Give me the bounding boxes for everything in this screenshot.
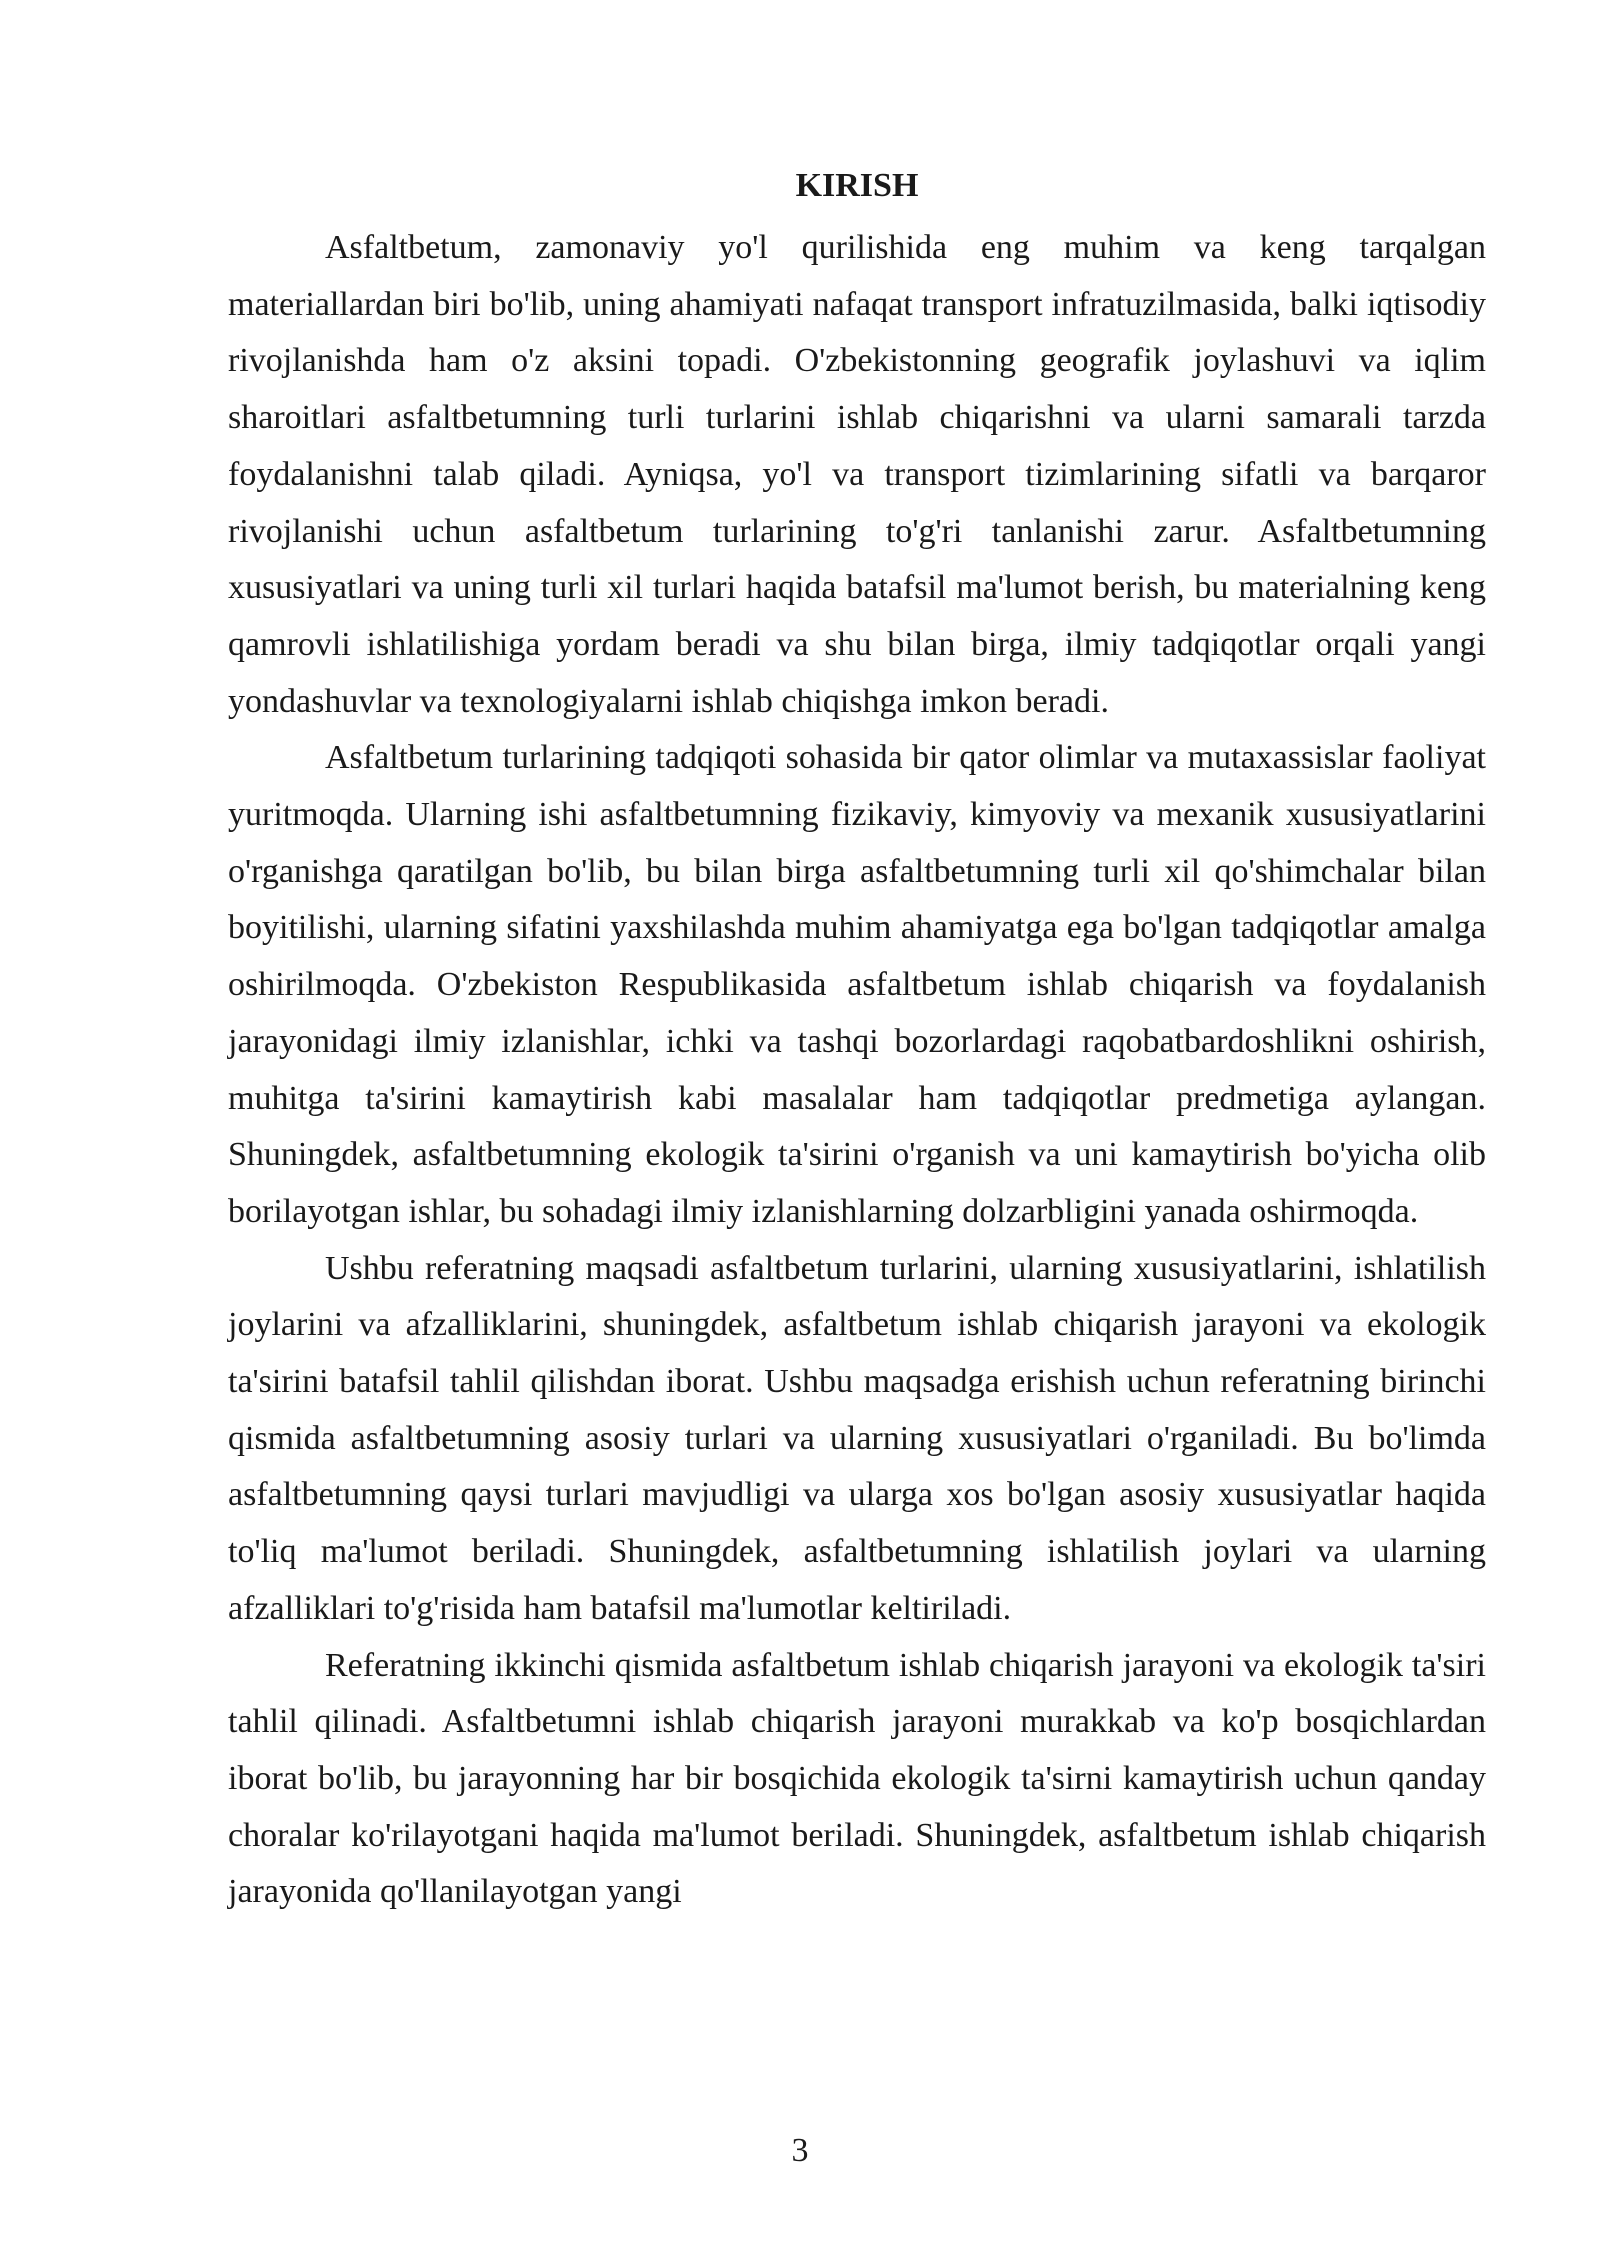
section-title: KIRISH [795,167,919,204]
paragraph-2: Asfaltbetum turlarining tadqiqoti sohasida bir qator olimlar va mutaxassislar faoliyat yuritmoqda. Ularning ishi asfaltbetumning fizikaviy, kimyoviy va mexanik xususiyatlarini o'rganishga qaratilgan bo'lib, bu bilan birga asfaltbetumning turli xil qo'shimchalar bilan boyitilishi, ularning sifatini yaxshilashda muhim ahamiyatga ega bo'lgan tadqiqotlar amalga oshirilmoqda. O'zbekiston Respublikasida asfaltbetum ishlab chiqarish va foydalanish jarayonidagi ilmiy izlanishlar, ichki va tashqi bozorlardagi raqobatbardoshlikni oshirish, muhitga ta'sirini kamaytirish kabi masalalar ham tadqiqotlar predmetiga aylangan. Shuningdek, asfaltbetumning ekologik ta'sirini o'rganish va uni kamaytirish bo'yicha olib borilayotgan ishlar, bu sohadagi ilmiy izlanishlarning dolzarbligini yanada oshirmoqda. [228,739,1486,1230]
paragraph-1: Asfaltbetum, zamonaviy yo'l qurilishida eng muhim va keng tarqalgan materiallardan biri bo'lib, uning ahamiyati nafaqat transport infratuzilmasida, balki iqtisodiy rivojlanishda ham o'z aksini topadi. O'zbekistonning geografik joylashuvi va iqlim sharoitlari asfaltbetumning turli turlarini ishlab chiqarishni va ularni samarali tarzda foydalanishni talab qiladi. Ayniqsa, yo'l va transport tizimlarining sifatli va barqaror rivojlanishi uchun asfaltbetum turlarining to'g'ri tanlanishi zarur. Asfaltbetumning xususiyatlari va uning turli xil turlari haqida batafsil ma'lumot berish, bu materialning keng qamrovli ishlatilishiga yordam beradi va shu bilan birga, ilmiy tadqiqotlar orqali yangi yondashuvlar va texnologiyalarni ishlab chiqishga imkon beradi. [228,229,1486,720]
page-number: 3 [791,2132,809,2169]
paragraph-4: Referatning ikkinchi qismida asfaltbetum ishlab chiqarish jarayoni va ekologik ta'siri tahlil qilinadi. Asfaltbetumni ishlab chiqarish jarayoni murakkab va ko'p bosqichlardan iborat bo'lib, bu jarayonning har bir bosqichida ekologik ta'sirni kamaytirish uchun qanday choralar ko'rilayotgani haqida ma'lumot beriladi. Shuningdek, asfaltbetum ishlab chiqarish jarayonida qo'llanilayotgan yangi [228,1646,1486,1911]
paragraph-3: Ushbu referatning maqsadi asfaltbetum turlarini, ularning xususiyatlarini, ishlatilish joylarini va afzalliklarini, shuningdek, asfaltbetum ishlab chiqarish jarayoni va ekologik ta'sirini batafsil tahlil qilishdan iborat. Ushbu maqsadga erishish uchun referatning birinchi qismida asfaltbetumning asosiy turlari va ularning xususiyatlari o'rganiladi. Bu bo'limda asfaltbetumning qaysi turlari mavjudligi va ularga xos bo'lgan asosiy xususiyatlar haqida to'liq ma'lumot beriladi. Shuningdek, asfaltbetumning ishlatilish joylari va ularning afzalliklari to'g'risida ham batafsil ma'lumotlar keltiriladi. [228,1249,1486,1627]
document-page [228,160,1486,1921]
